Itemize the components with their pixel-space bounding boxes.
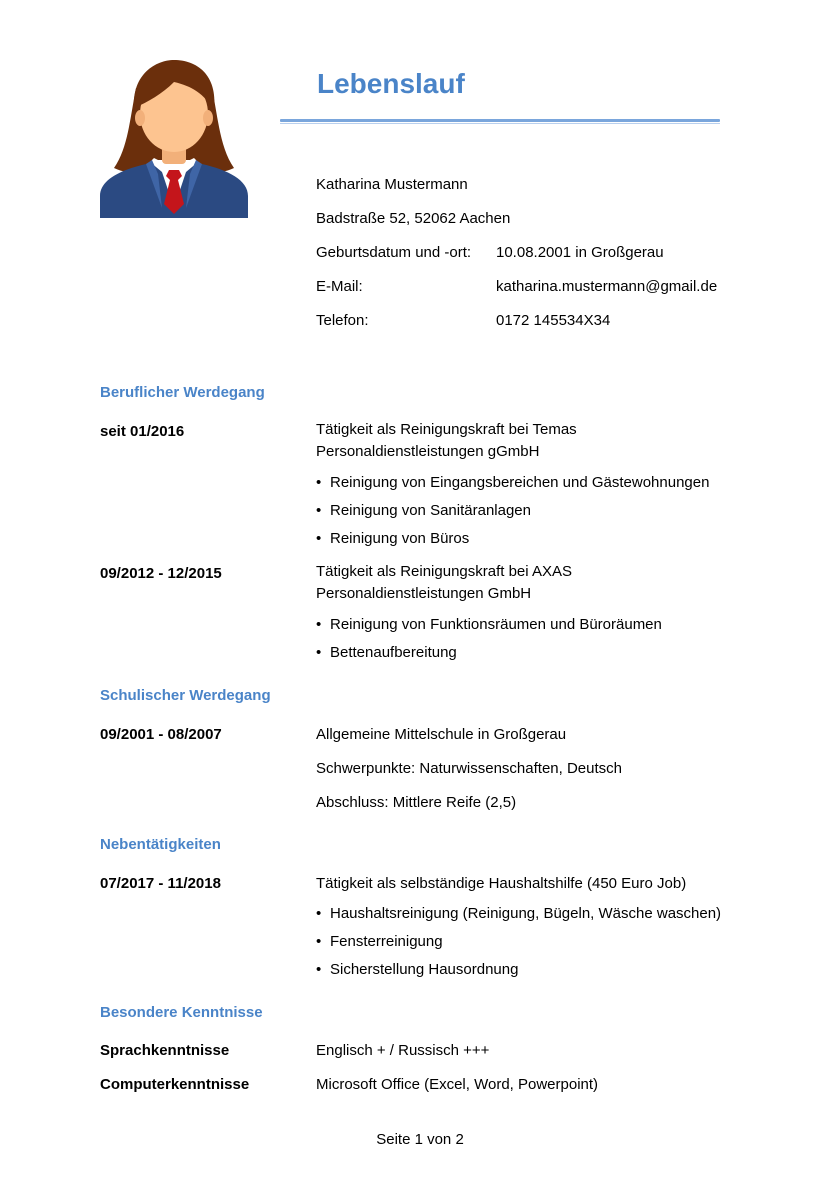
career-date-1: seit 01/2016 [100,423,185,440]
skill-label-computer: Computerkenntnisse [100,1076,250,1093]
side-job-date-1: 07/2017 - 11/2018 [100,875,221,892]
school-line-2: Schwerpunkte: Naturwissenschaften, Deutsch [316,760,622,777]
phone-value: 0172 145534X34 [496,312,611,329]
phone-label: Telefon: [316,312,369,329]
skill-label-languages: Sprachkenntnisse [100,1042,230,1059]
career-text-1-line2: Personaldienstleistungen gGmbH [316,443,540,460]
section-title-career: Beruflicher Werdegang [100,384,265,401]
page-number: Seite 1 von 2 [376,1131,464,1148]
career-text-2-line1: Tätigkeit als Reinigungskraft bei AXAS [316,563,572,580]
side-job-text-1: Tätigkeit als selbständige Haushaltshilfe (450 Euro Job) [316,875,687,892]
birth-value: 10.08.2001 in Großgerau [496,244,664,261]
career-bullets-1 [316,473,709,557]
career-text-1-line1: Tätigkeit als Reinigungskraft bei Temas [316,421,577,438]
skill-value-languages: Englisch + / Russisch +++ [316,1042,490,1059]
email-value: katharina.mustermann@gmail.de [496,278,718,295]
career-text-1 [316,419,577,463]
school-date-1: 09/2001 - 08/2007 [100,726,222,743]
school-line-3: Abschluss: Mittlere Reife (2,5) [316,794,517,811]
list-item: • Haushaltsreinigung (Reinigung, Bügeln, Wäsche waschen) [316,904,721,932]
email-label: E-Mail: [316,278,363,295]
career-text-2-line2: Personaldienstleistungen GmbH [316,585,532,602]
career-bullets-2 [316,615,662,671]
section-title-skills: Besondere Kenntnisse [100,1004,263,1021]
list-item: • Reinigung von Eingangsbereichen und Gästewohnungen [316,473,709,501]
career-date-2: 09/2012 - 12/2015 [100,565,222,582]
section-title-school: Schulischer Werdegang [100,687,271,704]
person-address: Badstraße 52, 52062 Aachen [316,210,511,227]
list-item: • Reinigung von Funktionsräumen und Büroräumen [316,615,662,643]
list-item: • Reinigung von Büros [316,529,709,557]
birth-label: Geburtsdatum und -ort: [316,244,472,261]
section-title-side-jobs: Nebentätigkeiten [100,836,221,853]
side-job-bullets-1 [316,904,721,988]
list-item: • Sicherstellung Hausordnung [316,960,721,988]
list-item: • Fensterreinigung [316,932,721,960]
list-item: • Bettenaufbereitung [316,643,662,671]
school-line-1: Allgemeine Mittelschule in Großgerau [316,726,567,743]
person-name: Katharina Mustermann [316,176,468,193]
woman-avatar-icon [100,58,248,218]
career-text-2 [316,561,572,605]
title-divider-shadow [280,123,720,124]
title-divider [280,119,720,122]
list-item: • Reinigung von Sanitäranlagen [316,501,709,529]
skill-value-computer: Microsoft Office (Excel, Word, Powerpoint) [316,1076,599,1093]
page-title: Lebenslauf [317,68,465,99]
